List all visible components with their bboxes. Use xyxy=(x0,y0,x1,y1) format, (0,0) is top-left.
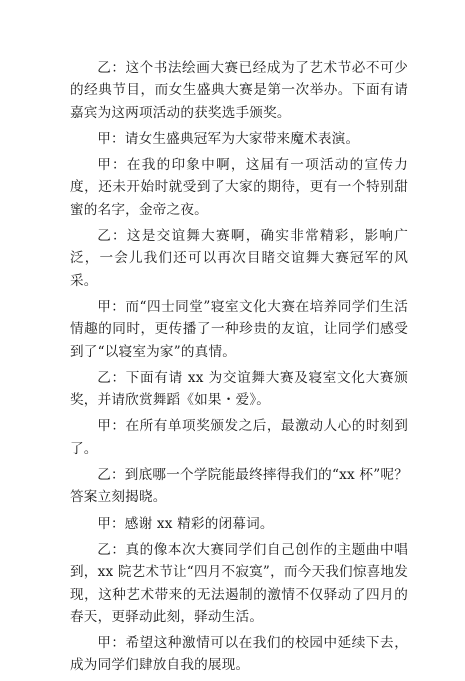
paragraph-9: 甲：感谢 xx 精彩的闭幕词。 xyxy=(97,515,274,532)
paragraph-8: 乙：到底哪一个学院能最终摔得我们的“xx 杯”呢？答案立刻揭晓。 xyxy=(70,467,408,506)
paragraph-3: 甲：在我的印象中啊，这届有一项活动的宣传力度，还未开始时就受到了大家的期待，更有一个特别甜蜜的名字，金帝之夜。 xyxy=(70,157,408,218)
paragraph-7: 甲：在所有单项奖颁发之后，最激动人心的时刻到了。 xyxy=(70,418,408,457)
paragraph-1: 乙：这个书法绘画大赛已经成为了艺术节必不可少的经典节目，而女生盛典大赛是第一次举办。下面有请嘉宾为这两项活动的获奖选手颁奖。 xyxy=(70,60,408,121)
paragraph-11: 甲：希望这种激情可以在我们的校园中延续下去，成为同学们肆放自我的展现。 xyxy=(70,635,408,674)
paragraph-4: 乙：这是交谊舞大赛啊，确实非常精彩，影响广泛，一会儿我们还可以再次目睹交谊舞大赛冠军的风采。 xyxy=(70,228,408,289)
paragraph-10: 乙：真的像本次大赛同学们自己创作的主题曲中唱到，xx 院艺术节让“四月不寂寞”，而今天我们惊喜地发现，这种艺术带来的无法遏制的激情不仅驿动了四月的春天，更驿动此刻，驿动生活。 xyxy=(70,541,409,625)
paragraph-5: 甲：而“四士同堂”寝室文化大赛在培养同学们生活情趣的同时，更传播了一种珍贵的友谊，让同学们感受到了“以寝室为家”的真情。 xyxy=(70,298,408,360)
paragraph-2: 甲：请女生盛典冠军为大家带来魔术表演。 xyxy=(97,130,360,147)
document-page xyxy=(70,57,408,681)
paragraph-6: 乙：下面有请 xx 为交谊舞大赛及寝室文化大赛颁奖，并请欣赏舞蹈《如果・爱》。 xyxy=(70,369,408,409)
